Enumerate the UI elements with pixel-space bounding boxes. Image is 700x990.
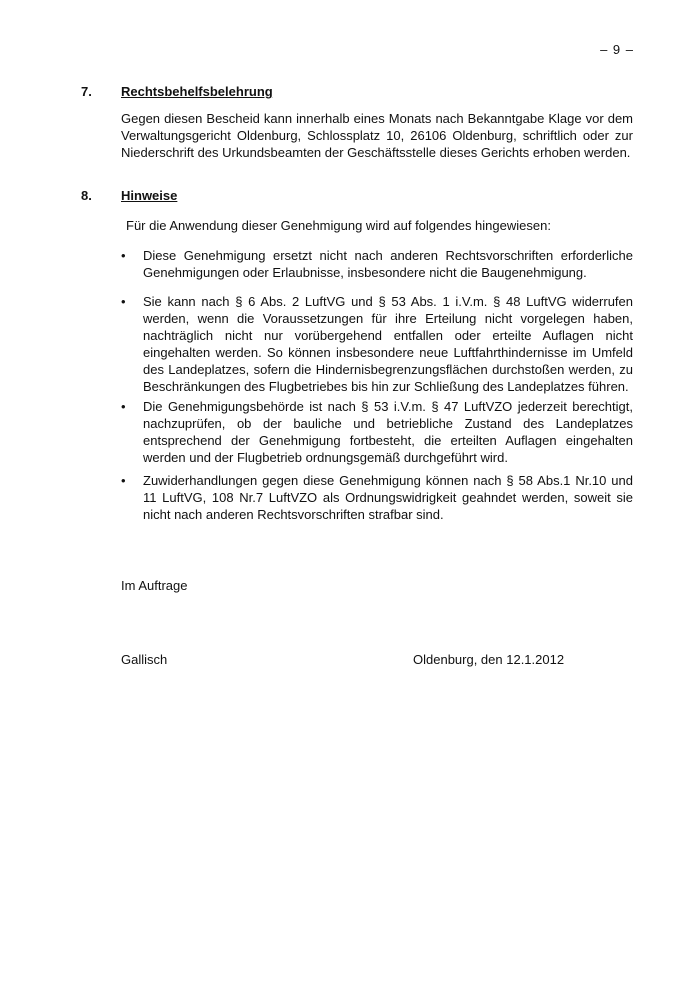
bullet-text: Sie kann nach § 6 Abs. 2 LuftVG und § 53 Abs. 1 i.V.m. § 48 LuftVG widerrufen werden, wenn die Voraussetzungen für ihre Erteilung nicht vorgelegen haben, nachträglich nicht nur vorübergehend entfallen oder erteilte Auflagen nicht eingehalten werden. So können insbesondere neue Luftfahrthindernisse im Umfeld des Landeplatzes, sofern die Hindernisbegrenzungsflächen durchstoßen werden, zu Beschränkungen des Flugbetriebes bis hin zur Schließung des Landeplatzes führen. bbox=[143, 294, 633, 394]
list-item bbox=[121, 398, 633, 466]
section-8-title: Hinweise bbox=[121, 188, 178, 203]
signatory-name: Gallisch bbox=[121, 652, 168, 667]
bullet-text: Diese Genehmigung ersetzt nicht nach anderen Rechtsvorschriften erforderliche Genehmigungen oder Erlaubnisse, insbesondere nicht die Baugenehmigung. bbox=[143, 248, 633, 280]
bullet-icon: • bbox=[121, 294, 126, 309]
bullet-text: Zuwiderhandlungen gegen diese Genehmigung können nach § 58 Abs.1 Nr.10 und 11 LuftVG, 108 Nr.7 LuftVZO als Ordnungswidrigkeit geahndet werden, soweit sie nicht nach anderen Rechtsvorschriften strafbar sind. bbox=[143, 473, 633, 522]
section-7-number: 7. bbox=[81, 84, 92, 99]
on-behalf-label: Im Auftrage bbox=[121, 578, 188, 593]
list-item bbox=[121, 247, 633, 281]
section-7-text: Gegen diesen Bescheid kann innerhalb eines Monats nach Bekanntgabe Klage vor dem Verwaltungsgericht Oldenburg, Schlossplatz 10, 26106 Oldenburg, schriftlich oder zur Niederschrift des Urkundsbeamten der Geschäftsstelle dieses Gerichts erhoben werden. bbox=[121, 111, 633, 160]
bullet-icon: • bbox=[121, 473, 126, 488]
list-item bbox=[121, 293, 633, 395]
place-date: Oldenburg, den 12.1.2012 bbox=[413, 652, 565, 667]
section-8-intro: Für die Anwendung dieser Genehmigung wird auf folgendes hingewiesen: bbox=[126, 218, 551, 233]
page-number: – 9 – bbox=[600, 42, 634, 57]
list-item bbox=[121, 472, 633, 523]
bullet-text: Die Genehmigungsbehörde ist nach § 53 i.V.m. § 47 LuftVZO jederzeit berechtigt, nachzuprüfen, ob der bauliche und betriebliche Zustand des Landeplatzes entsprechend der Genehmigung fortbesteht, die erteilten Auflagen eingehalten werden und der Flugbetrieb ordnungsgemäß durchgeführt wird. bbox=[143, 399, 633, 465]
bullet-icon: • bbox=[121, 399, 126, 414]
section-8-number: 8. bbox=[81, 188, 92, 203]
bullet-icon: • bbox=[121, 248, 126, 263]
section-7-title: Rechtsbehelfsbelehrung bbox=[121, 84, 273, 99]
section-7-heading bbox=[81, 84, 273, 99]
section-8-heading bbox=[81, 188, 177, 203]
